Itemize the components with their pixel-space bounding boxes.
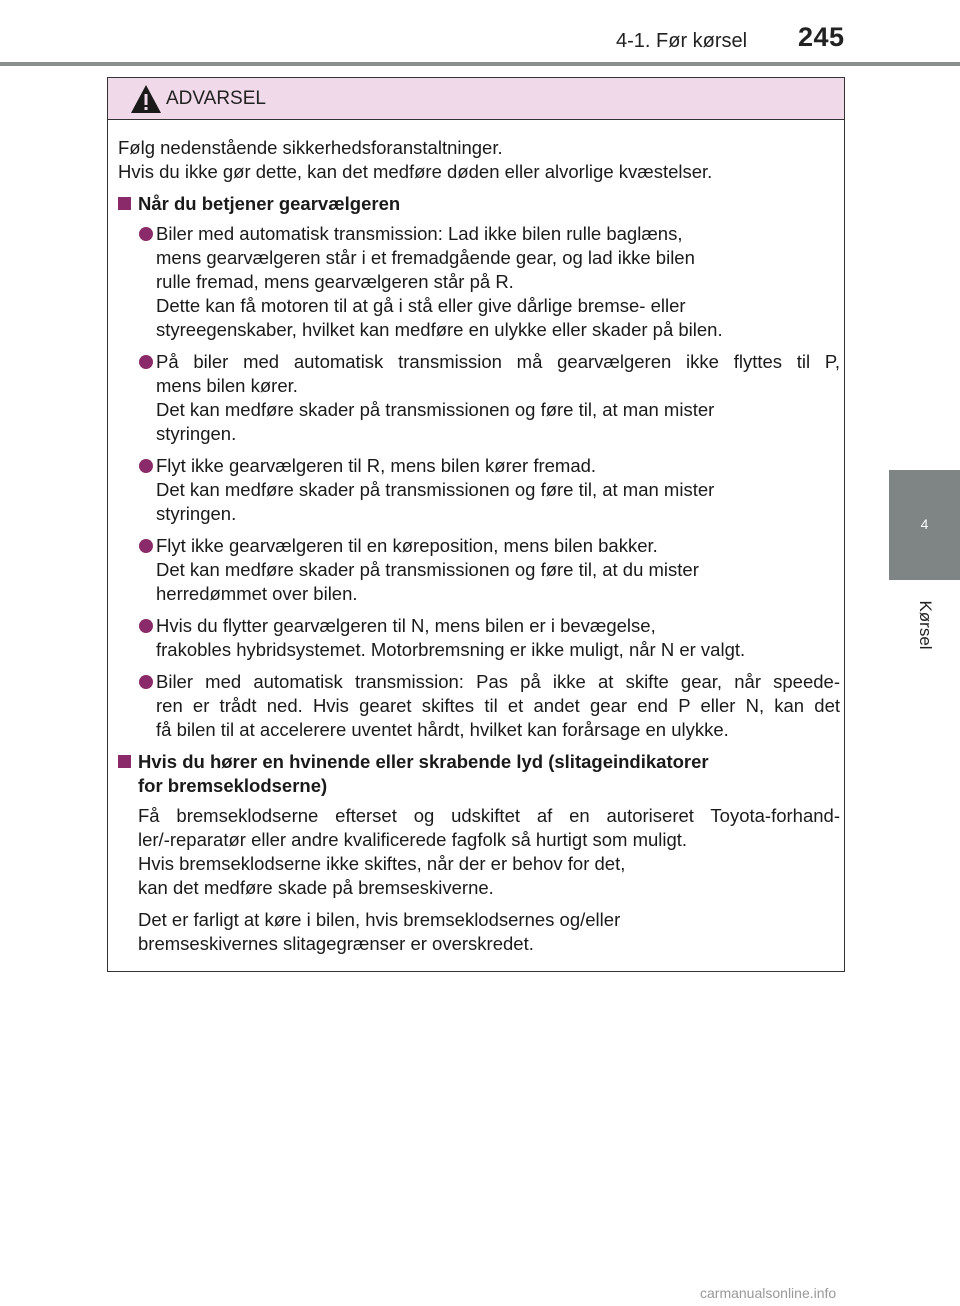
list-item [118,350,840,446]
round-bullet-icon [139,675,153,689]
list-item [118,614,840,662]
round-bullet-icon [139,459,153,473]
header-rule [0,62,960,66]
item-line: få bilen til at accelerere uventet hårdt, hvilket kan forårsage en ulykke. [156,719,729,740]
item-line: Hvis du flytter gearvælgeren til N, mens bilen er i bevægelse, [156,615,656,636]
paragraph-line: bremseskivernes slitagegrænser er overskredet. [138,933,534,954]
item-line: styringen. [156,503,237,524]
warning-intro [118,136,840,184]
item-line: Det kan medføre skader på transmissionen og føre til, at man mister [156,479,715,500]
round-bullet-icon [139,227,153,241]
page-number: 245 [798,22,845,52]
item-line: styringen. [156,423,237,444]
footer-watermark[interactable]: carmanualsonline.info [700,1285,837,1301]
section-heading-brakes [118,750,840,798]
intro-line: Følg nedenstående sikkerhedsforanstaltninger. [118,137,503,158]
chapter-label [889,580,960,670]
warning-title: ADVARSEL [166,88,266,109]
warning-box [107,77,845,972]
list-item [118,222,840,342]
section-heading-gear [118,192,840,216]
item-line: mens bilen kører. [156,375,298,396]
paragraph [118,908,840,956]
list-item [118,454,840,526]
paragraph-line: Hvis bremseklodserne ikke skiftes, når der er behov for det, [138,853,626,874]
list-item [118,670,840,742]
warning-content [118,136,840,964]
paragraph [118,804,840,900]
paragraph-line: ler/-reparatør eller andre kvalificerede fagfolk så hurtigt som muligt. [138,829,688,850]
chapter-tab[interactable] [889,470,960,580]
paragraph-line: kan det medføre skade på bremseskiverne. [138,877,494,898]
item-line: mens gearvælgeren står i et fremadgående gear, og lad ikke bilen [156,247,695,268]
round-bullet-icon [139,619,153,633]
section-heading-text: Hvis du hører en hvinende eller skrabende lyd (slitageindikatorer [138,751,709,772]
chapter-label-text: Kørsel [915,600,935,650]
section-heading-text: for bremseklodserne) [138,775,328,796]
warning-header [108,78,844,120]
square-bullet-icon [118,755,131,768]
item-line: Flyt ikke gearvælgeren til en køreposition, mens bilen bakker. [156,535,658,556]
chapter-number: 4 [920,516,929,532]
item-line: Dette kan få motoren til at gå i stå eller give dårlige bremse- eller [156,295,686,316]
paragraph-line: Få bremseklodserne efterset og udskiftet af en autoriseret Toyota-forhand- [138,805,840,826]
item-line: Det kan medføre skader på transmissionen og føre til, at man mister [156,399,715,420]
item-line: styreegenskaber, hvilket kan medføre en ulykke eller skader på bilen. [156,319,723,340]
list-item [118,534,840,606]
item-line: På biler med automatisk transmission må gearvælgeren ikke flyttes til P, [156,351,840,372]
section-heading-text: Når du betjener gearvælgeren [138,193,401,214]
item-line: ren er trådt ned. Hvis gearet skiftes til et andet gear end P eller N, kan det [156,695,840,716]
item-line: herredømmet over bilen. [156,583,358,604]
intro-line: Hvis du ikke gør dette, kan det medføre døden eller alvorlige kvæstelser. [118,161,713,182]
item-line: Flyt ikke gearvælgeren til R, mens bilen kører fremad. [156,455,597,476]
square-bullet-icon [118,197,131,210]
item-line: Biler med automatisk transmission: Pas på ikke at skifte gear, når speede- [156,671,840,692]
item-line: rulle fremad, mens gearvælgeren står på R. [156,271,514,292]
paragraph-line: Det er farligt at køre i bilen, hvis bremseklodsernes og/eller [138,909,621,930]
warning-triangle-icon [130,84,162,114]
item-line: Biler med automatisk transmission: Lad ikke bilen rulle baglæns, [156,223,683,244]
section-title: 4-1. Før kørsel [616,30,748,52]
item-line: Det kan medføre skader på transmissionen og føre til, at du mister [156,559,699,580]
item-line: frakobles hybridsystemet. Motorbremsning er ikke muligt, når N er valgt. [156,639,746,660]
round-bullet-icon [139,539,153,553]
round-bullet-icon [139,355,153,369]
